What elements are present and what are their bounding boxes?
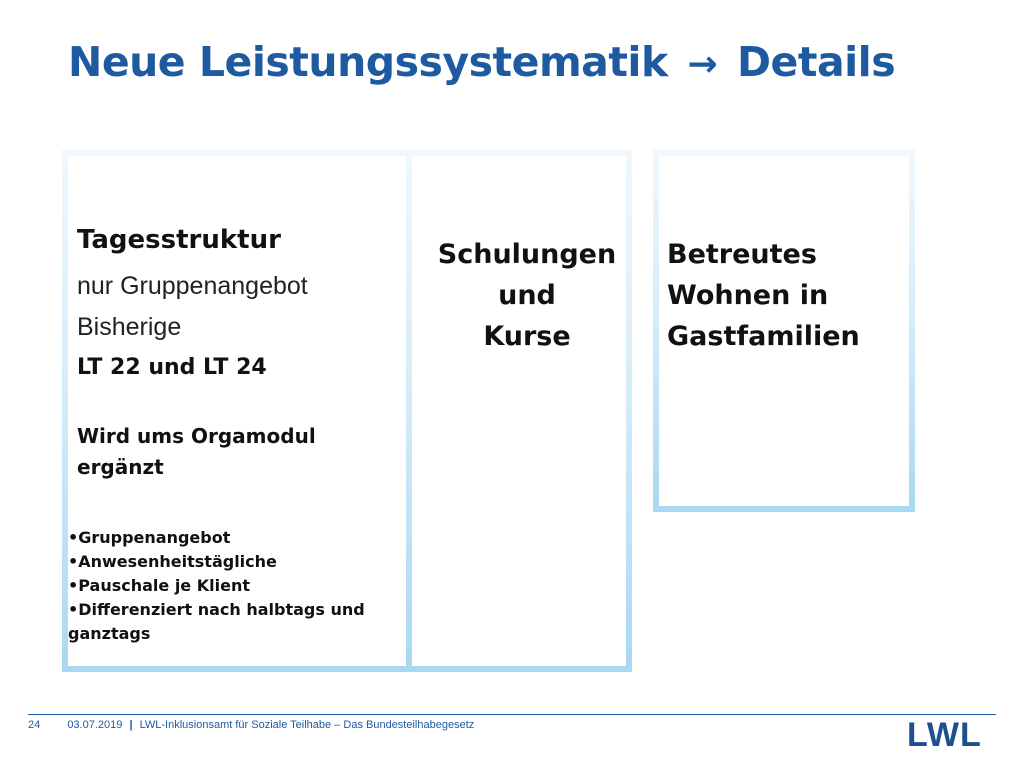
footer-divider [28, 714, 996, 715]
left-line-2: Bisherige [77, 313, 182, 341]
right-line-1: Betreutes [667, 239, 817, 270]
footer-separator: | [129, 719, 133, 731]
footer-date: 03.07.2019 [67, 719, 123, 731]
footer-text: LWL-Inklusionsamt für Soziale Teilhabe – Das Bundesteilhabegesetz [139, 719, 475, 731]
list-item: •Anwesenheitstägliche [68, 552, 277, 571]
center-line-3: Kurse [483, 321, 571, 352]
center-panel [406, 150, 632, 672]
center-line-1: Schulungen [437, 239, 617, 270]
list-item: •Differenziert nach halbtags und ganztags [68, 600, 365, 643]
center-text [418, 234, 636, 357]
list-item: •Pauschale je Klient [68, 576, 250, 595]
left-line-1: nur Gruppenangebot [77, 272, 308, 300]
list-item: •Gruppenangebot [68, 528, 231, 547]
lwl-logo: LWL [907, 716, 982, 754]
right-line-2: Wohnen in [667, 280, 829, 311]
left-line-3: LT 22 und LT 24 [77, 355, 267, 380]
right-text [667, 234, 907, 357]
title-left: Neue Leistungssystematik [68, 38, 668, 86]
right-line-3: Gastfamilien [667, 321, 860, 352]
footer [28, 719, 474, 731]
title-right: Details [737, 38, 896, 86]
page-number: 24 [28, 719, 41, 731]
slide-title [68, 38, 895, 86]
center-line-2: und [498, 280, 556, 311]
left-heading: Tagesstruktur [77, 225, 281, 255]
left-bullet-list [68, 526, 388, 646]
left-note: Wird ums Orgamodul ergänzt [77, 424, 316, 479]
arrow-right-icon: → [687, 44, 718, 85]
